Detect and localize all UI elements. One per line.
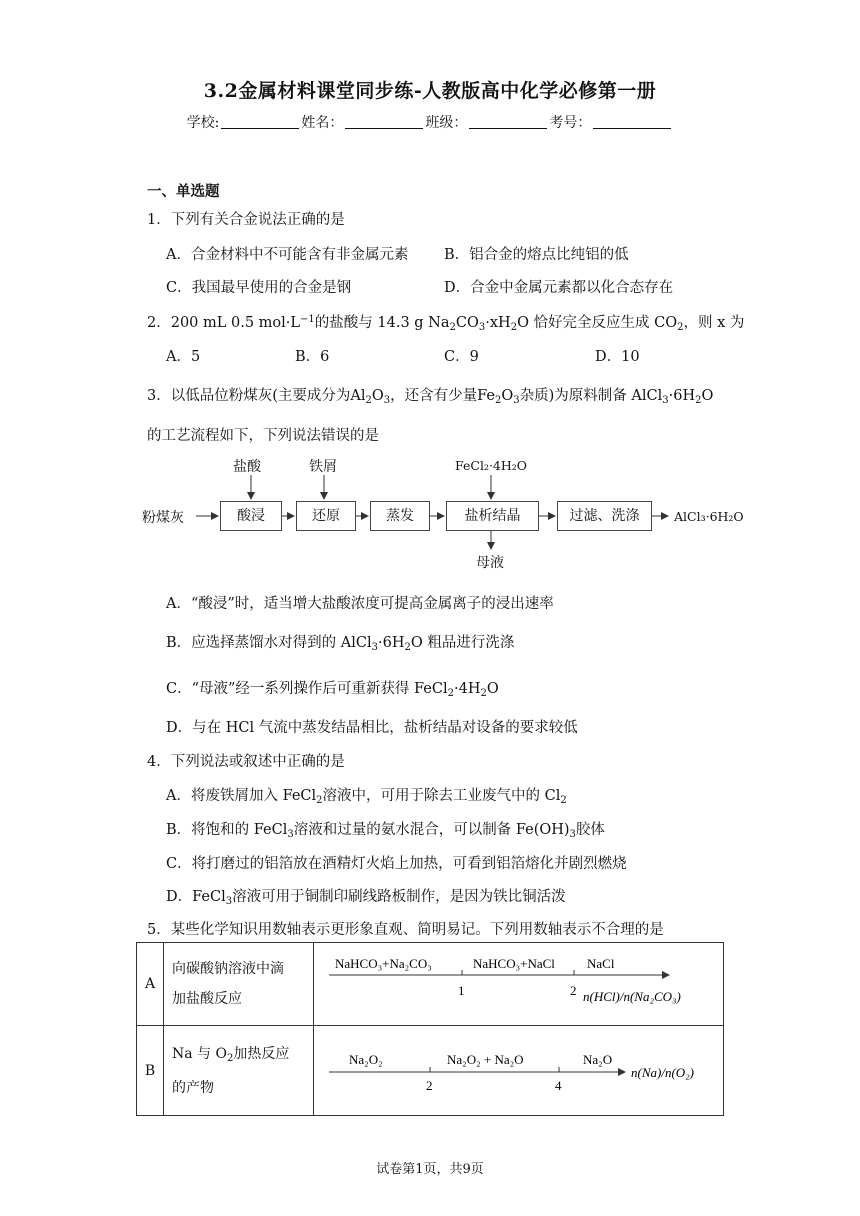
question-3-option-c <box>166 677 499 698</box>
row-a-desc <box>164 943 314 1026</box>
q3-sub: 3 <box>513 395 520 406</box>
q3-text-c: 杂质)为原料制备 AlCl <box>519 388 663 404</box>
school-blank <box>221 114 299 129</box>
question-3-stem-line1 <box>147 384 713 405</box>
question-4-option-d <box>166 885 566 906</box>
row-a-desc-line1: 向碳酸钠溶液中滴 <box>172 961 284 977</box>
question-2-option-d: D．10 <box>595 349 640 365</box>
q3-o: O <box>701 388 714 404</box>
student-info-line <box>0 112 860 132</box>
q4d-sub: 3 <box>225 896 233 907</box>
section-title: 一、单选题 <box>147 183 220 200</box>
row-a-tick-label-2: 2 <box>570 983 577 998</box>
question-3-option-d: D．与在 HCl 气流中蒸发结晶相比，盐析结晶对设备的要求较低 <box>166 720 578 736</box>
q3c-text-c: O <box>486 681 499 697</box>
q4d-text-b: 溶液可用于铜制印刷线路板制作，是因为铁比铜活泼 <box>232 889 566 905</box>
q2-sub2: 3 <box>478 322 486 333</box>
q2-sup: −1 <box>300 314 315 325</box>
question-5-row-b <box>137 1026 724 1116</box>
q3b-text-c: O 粗品进行洗涤 <box>410 635 515 651</box>
process-flowchart <box>140 455 760 575</box>
row-b-sub: 2 <box>226 1052 234 1064</box>
question-4-option-b <box>166 818 605 839</box>
page-title: 3.2金属材料课堂同步练-人教版高中化学必修第一册 <box>203 80 657 102</box>
row-b-axis-svg <box>315 1031 715 1111</box>
q3b-sub: 3 <box>371 642 378 653</box>
page-footer: 试卷第1页，共9页 <box>376 1162 484 1177</box>
question-4-option-a <box>166 784 567 805</box>
question-2-stem <box>147 311 744 332</box>
q2-text-d: ·xH <box>485 315 511 331</box>
q3-sub: 3 <box>662 395 669 406</box>
row-a-desc-line2: 加盐酸反应 <box>172 991 242 1007</box>
q3-text-d: ·6H <box>668 388 696 404</box>
q3b-text-a: B．应选择蒸馏水对得到的 AlCl <box>166 635 372 651</box>
q3c-sub: 2 <box>447 688 454 699</box>
question-2-option-b: B．6 <box>295 349 330 365</box>
q4a-text-b: 溶液中，可用于除去工业废气中的 Cl <box>322 788 561 804</box>
q2-sub1: 2 <box>449 322 456 333</box>
flow-step-filter-wash: 过滤、洗涤 <box>557 501 652 531</box>
q4b-sub: 3 <box>287 829 294 840</box>
row-b-axis-label: n(Na)/n(O₂) <box>631 1064 695 1080</box>
q2-text-f: ，则 x 为 <box>683 315 745 331</box>
q4d-text-a: D．FeCl <box>166 889 226 905</box>
q4a-sub: 2 <box>560 795 567 806</box>
q4b-sub: 3 <box>569 829 576 840</box>
q3-text-b: ，还含有少量Fe <box>390 388 495 404</box>
name-label: 姓名： <box>301 115 344 131</box>
q2-text-e: O 恰好完全反应生成 CO <box>517 315 678 331</box>
q3-text-a: 3．以低品位粉煤灰(主要成分为Al <box>147 388 366 404</box>
question-2-option-c: C．9 <box>444 349 479 365</box>
row-b-desc-line1 <box>172 1037 312 1071</box>
row-b-desc-b: 加热反应 <box>233 1045 290 1062</box>
question-3-option-a: A．“酸浸”时，适当增大盐酸浓度可提高金属离子的浸出速率 <box>166 596 554 612</box>
class-blank <box>469 114 547 129</box>
question-1-option-b: B．铝合金的熔点比纯铝的低 <box>444 247 629 263</box>
q4a-text-a: A．将废铁屑加入 FeCl <box>166 788 317 804</box>
class-label: 班级： <box>425 115 468 131</box>
flow-input-fecl2: FeCl₂·4H₂O <box>455 458 528 473</box>
q2-text-b: 的盐酸与 14.3 g Na <box>314 315 450 331</box>
row-a-label-3: NaCl <box>587 956 615 971</box>
row-b-desc-line2: 的产物 <box>172 1079 214 1096</box>
flow-step-salting-out: 盐析结晶 <box>446 501 539 531</box>
row-b-tick-label-2: 4 <box>555 1077 562 1093</box>
q3c-text-a: C．“母液”经一系列操作后可重新获得 FeCl <box>166 681 448 697</box>
row-a-axis-svg <box>315 944 715 1024</box>
flow-input-hcl: 盐酸 <box>233 459 261 475</box>
name-blank <box>345 114 423 129</box>
q3-o: O <box>501 388 514 404</box>
question-4-stem: 4．下列说法或叙述中正确的是 <box>147 754 345 770</box>
flow-step-reduce: 还原 <box>296 501 356 531</box>
question-1-option-d: D．合金中金属元素都以化合态存在 <box>444 280 674 296</box>
question-5-options-table <box>136 942 724 1116</box>
flow-input-iron: 铁屑 <box>309 459 337 475</box>
q4a-sub: 2 <box>316 795 323 806</box>
question-3-stem-line2: 的工艺流程如下，下列说法错误的是 <box>147 428 379 444</box>
school-label: 学校: <box>186 115 220 131</box>
row-a-label-1: NaHCO₃+Na₂CO₃ <box>335 956 432 971</box>
row-b-desc-a: Na 与 O <box>172 1045 227 1062</box>
row-b-label-1: Na₂O₂ <box>349 1051 383 1067</box>
flow-byproduct: 母液 <box>476 555 504 571</box>
flow-start: 粉煤灰 <box>142 510 184 526</box>
exam-no-blank <box>593 114 671 129</box>
question-1-option-c: C．我国最早使用的合金是钢 <box>166 280 352 296</box>
row-b-tick-label-1: 2 <box>426 1077 433 1093</box>
row-a-tick-label-1: 1 <box>458 983 465 998</box>
q3c-text-b: ·4H <box>453 681 481 697</box>
row-a-number-line <box>314 943 724 1026</box>
q4b-text-a: B．将饱和的 FeCl <box>166 822 288 838</box>
q2-sub4: 2 <box>677 322 684 333</box>
q4b-text-b: 溶液和过量的氨水混合，可以制备 Fe(OH) <box>293 822 570 838</box>
row-b-desc <box>164 1026 314 1116</box>
q4b-text-c: 胶体 <box>575 822 605 838</box>
q3b-text-b: ·6H <box>377 635 405 651</box>
question-1-stem: 1．下列有关合金说法正确的是 <box>147 212 345 228</box>
exam-no-label: 考号： <box>549 115 592 131</box>
q2-text-a: 2．200 mL 0.5 mol·L <box>147 315 301 331</box>
row-b-key: B <box>137 1026 164 1116</box>
question-5-row-a <box>137 943 724 1026</box>
flow-product: AlCl₃·6H₂O <box>674 509 744 524</box>
row-a-key: A <box>137 943 164 1026</box>
flow-step-acid-leach: 酸浸 <box>220 501 282 531</box>
q2-sub3: 2 <box>510 322 518 333</box>
q3c-sub: 2 <box>480 688 487 699</box>
question-4-option-c: C．将打磨过的铝箔放在酒精灯火焰上加热，可看到铝箔熔化并剧烈燃烧 <box>166 856 627 872</box>
question-3-option-b <box>166 631 514 652</box>
q3b-sub: 2 <box>404 642 411 653</box>
flow-step-evaporate: 蒸发 <box>370 501 430 531</box>
question-1-option-a: A．合金材料中不可能含有非金属元素 <box>166 247 409 263</box>
question-5-stem: 5．某些化学知识用数轴表示更形象直观、简明易记。下列用数轴表示不合理的是 <box>147 922 664 938</box>
row-b-label-3: Na₂O <box>583 1051 613 1067</box>
q3-sub: 2 <box>495 395 502 406</box>
question-2-option-a: A．5 <box>166 349 201 365</box>
row-b-number-line <box>314 1026 724 1116</box>
q3-sub: 3 <box>383 395 391 406</box>
row-a-label-2: NaHCO₃+NaCl <box>473 956 555 971</box>
row-a-axis-label: n(HCl)/n(Na₂CO₃) <box>583 989 681 1004</box>
q3-o: O <box>371 388 384 404</box>
q3-sub: 2 <box>695 395 702 406</box>
q3-sub: 2 <box>365 395 372 406</box>
q2-text-c: CO <box>455 315 479 331</box>
row-b-label-2: Na₂O₂ + Na₂O <box>447 1051 524 1067</box>
